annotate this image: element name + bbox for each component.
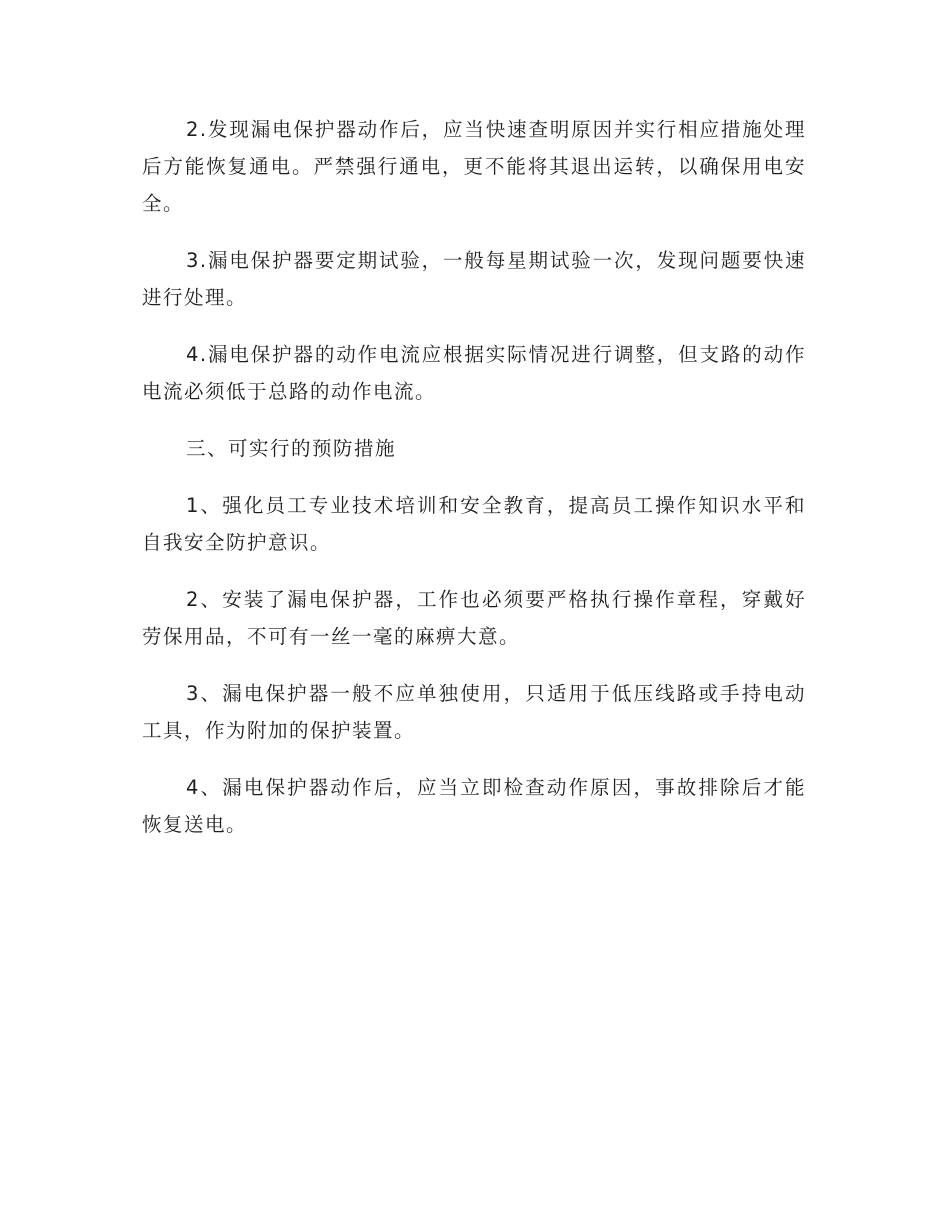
paragraph-item-3: 3.漏电保护器要定期试验，一般每星期试验一次，发现问题要快速进行处理。 [142,249,806,309]
paragraph-item-4: 4.漏电保护器的动作电流应根据实际情况进行调整，但支路的动作电流必须低于总路的动作电流。 [142,343,806,403]
measure-item-2: 2、安装了漏电保护器，工作也必须要严格执行操作章程，穿戴好劳保用品，不可有一丝一毫的麻痹大意。 [142,588,806,648]
section-heading: 三、可实行的预防措施 [186,437,397,460]
measure-item-1: 1、强化员工专业技术培训和安全教育，提高员工操作知识水平和自我安全防护意识。 [142,494,806,554]
measure-item-3: 3、漏电保护器一般不应单独使用，只适用于低压线路或手持电动工具，作为附加的保护装置。 [142,682,806,742]
measure-item-4: 4、漏电保护器动作后，应当立即检查动作原因，事故排除后才能恢复送电。 [142,776,806,836]
paragraph-item-2: 2.发现漏电保护器动作后，应当快速查明原因并实行相应措施处理后方能恢复通电。严禁强行通电，更不能将其退出运转，以确保用电安全。 [142,118,806,215]
document-body [142,111,806,863]
